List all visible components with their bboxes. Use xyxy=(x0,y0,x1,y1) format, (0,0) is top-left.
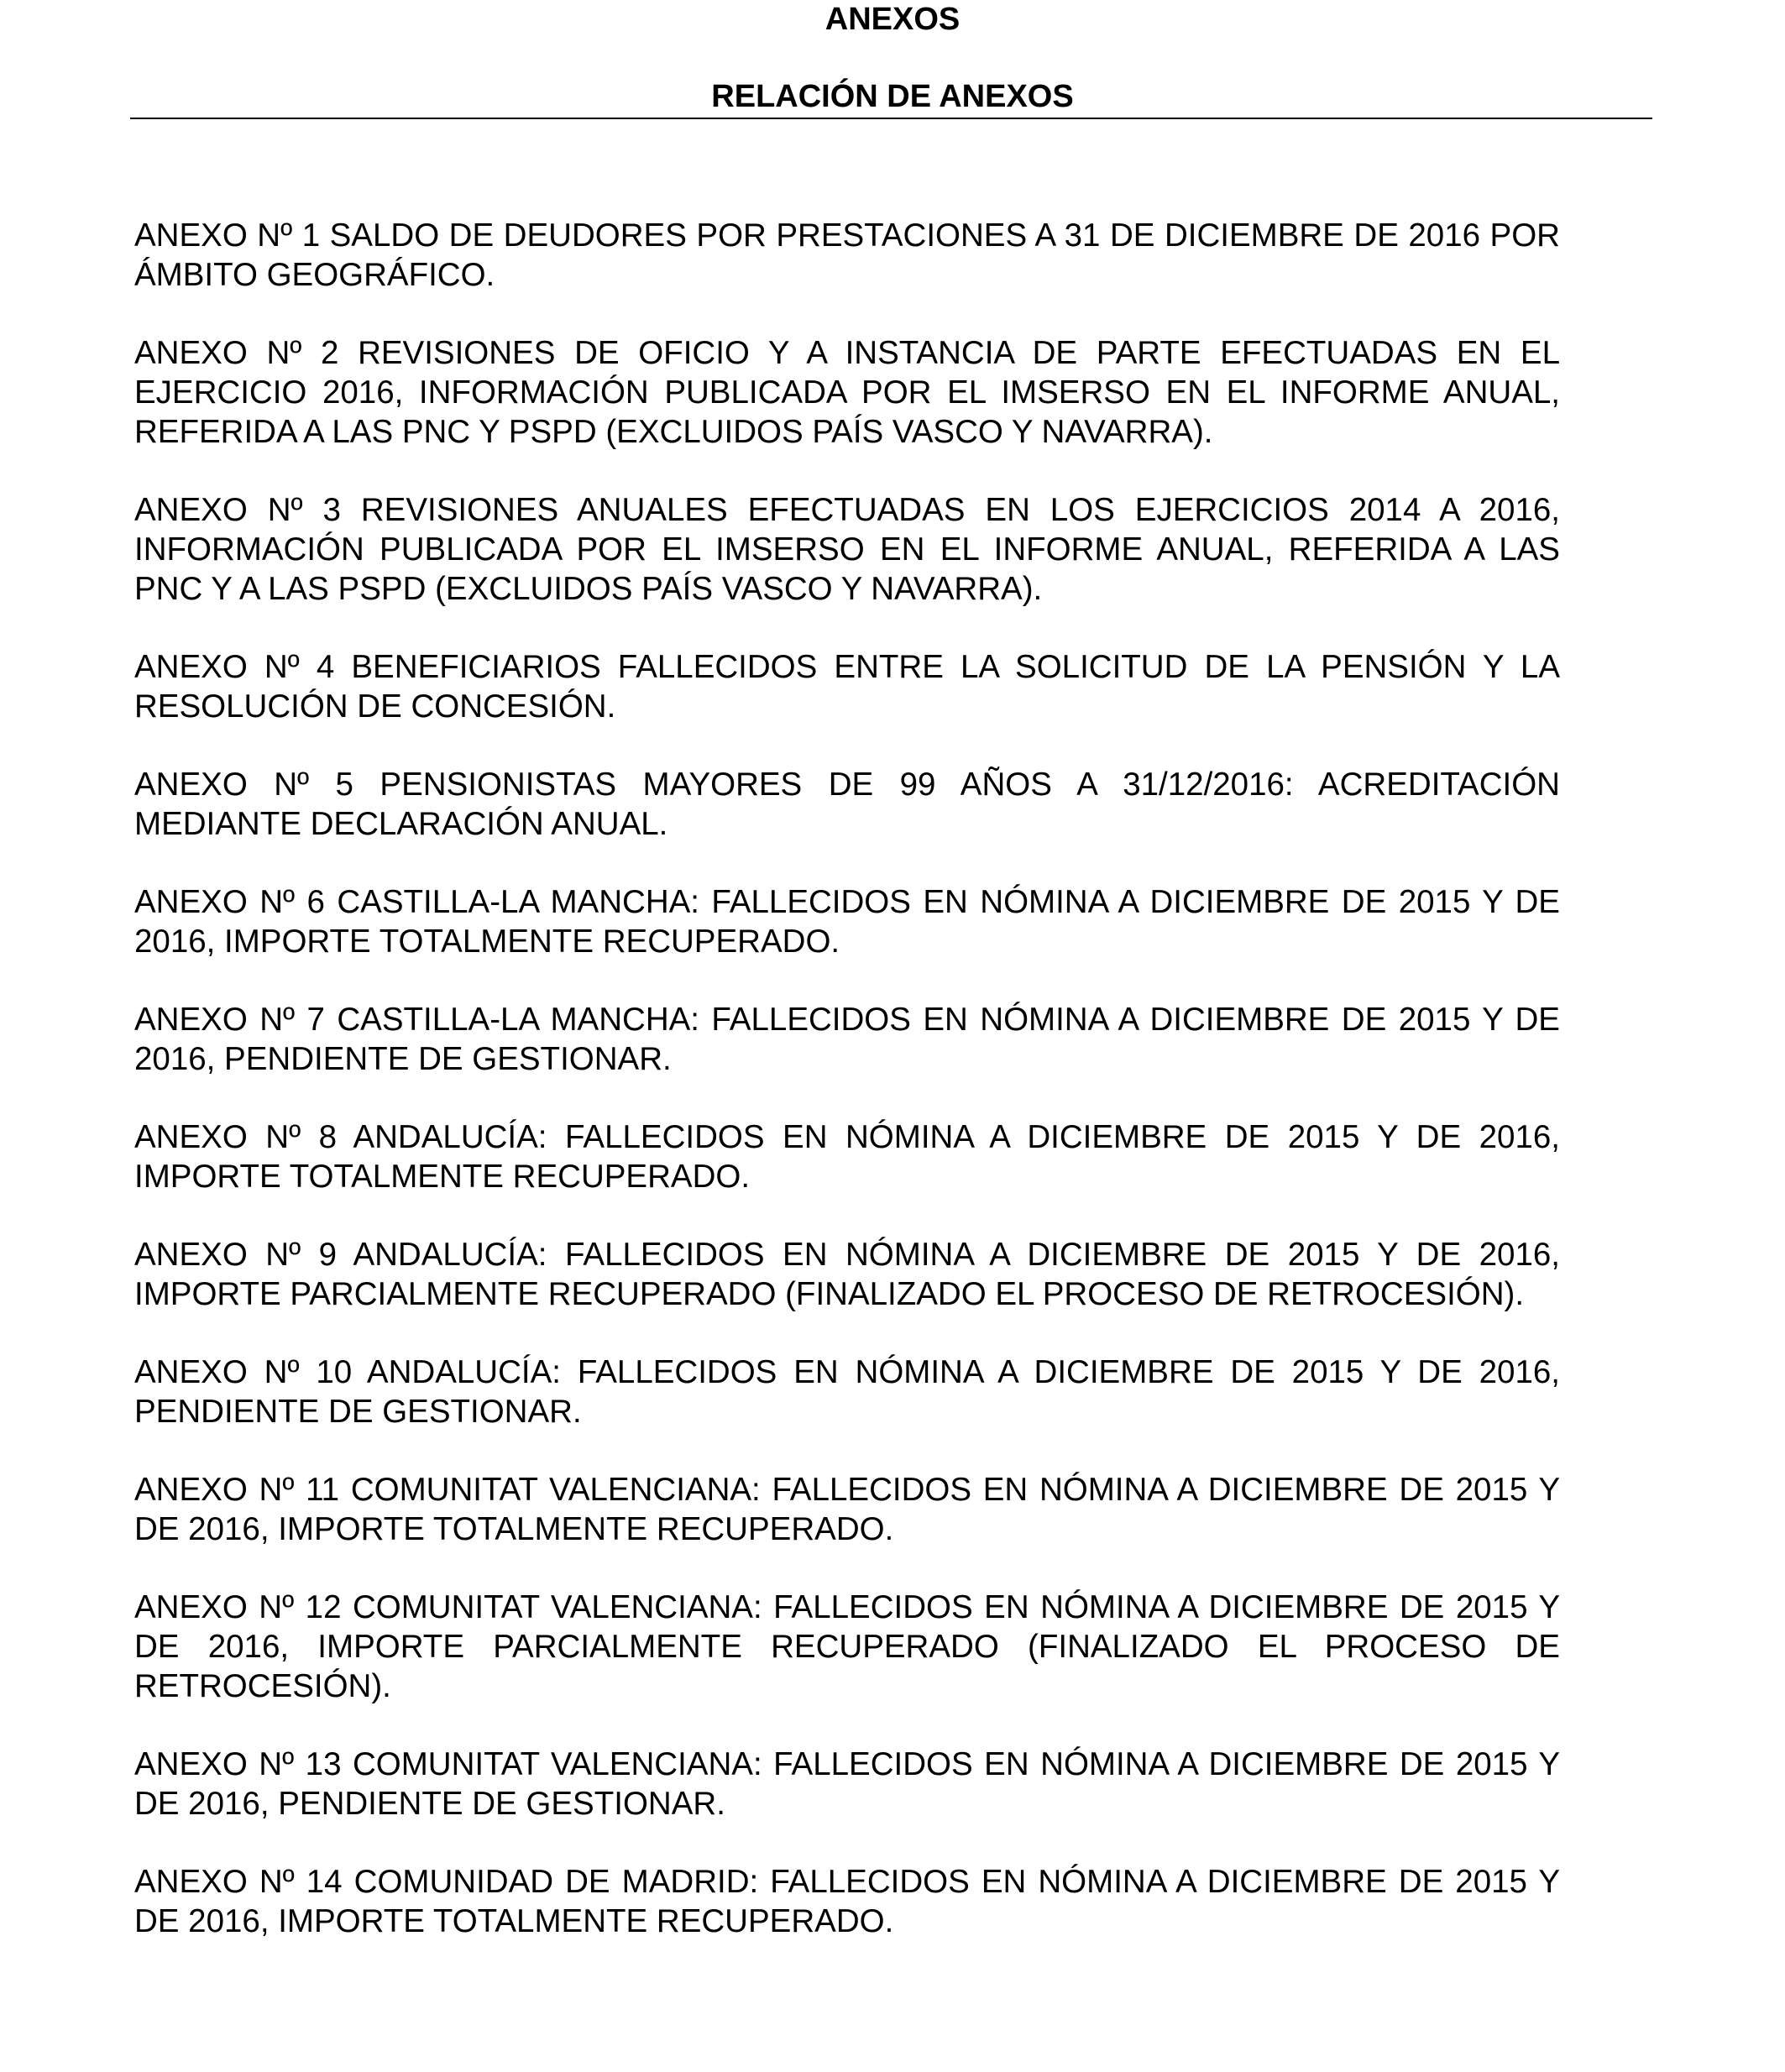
annex-item-13: ANEXO Nº 13 COMUNITAT VALENCIANA: FALLECIDOS EN NÓMINA A DICIEMBRE DE 2015 Y DE 2016, PENDIENTE DE GESTIONAR. xyxy=(134,1746,1560,1822)
annex-item-6: ANEXO Nº 6 CASTILLA-LA MANCHA: FALLECIDOS EN NÓMINA A DICIEMBRE DE 2015 Y DE 2016, IMPORTE TOTALMENTE RECUPERADO. xyxy=(134,884,1560,960)
page-title: ANEXOS xyxy=(824,2,961,37)
section-title: RELACIÓN DE ANEXOS xyxy=(711,79,1074,114)
annex-item-7: ANEXO Nº 7 CASTILLA-LA MANCHA: FALLECIDOS EN NÓMINA A DICIEMBRE DE 2015 Y DE 2016, PENDIENTE DE GESTIONAR. xyxy=(134,1002,1560,1077)
annex-item-3: ANEXO Nº 3 REVISIONES ANUALES EFECTUADAS EN LOS EJERCICIOS 2014 A 2016, INFORMACIÓN PUBLICADA POR EL IMSERSO EN EL INFORME ANUAL, REFERIDA A LAS PNC Y A LAS PSPD (EXCLUIDOS PAÍS VASCO Y NAVARRA). xyxy=(134,492,1560,607)
annex-item-11: ANEXO Nº 11 COMUNITAT VALENCIANA: FALLECIDOS EN NÓMINA A DICIEMBRE DE 2015 Y DE 2016, IMPORTE TOTALMENTE RECUPERADO. xyxy=(134,1472,1560,1547)
annex-item-10: ANEXO Nº 10 ANDALUCÍA: FALLECIDOS EN NÓMINA A DICIEMBRE DE 2015 Y DE 2016, PENDIENTE DE GESTIONAR. xyxy=(134,1354,1560,1430)
annex-item-1: ANEXO Nº 1 SALDO DE DEUDORES POR PRESTACIONES A 31 DE DICIEMBRE DE 2016 POR ÁMBITO GEOGRÁFICO. xyxy=(134,217,1560,293)
annex-item-14: ANEXO Nº 14 COMUNIDAD DE MADRID: FALLECIDOS EN NÓMINA A DICIEMBRE DE 2015 Y DE 2016, IMPORTE TOTALMENTE RECUPERADO. xyxy=(134,1864,1560,1939)
annex-item-12: ANEXO Nº 12 COMUNITAT VALENCIANA: FALLECIDOS EN NÓMINA A DICIEMBRE DE 2015 Y DE 2016, IMPORTE PARCIALMENTE RECUPERADO (FINALIZADO EL PROCESO DE RETROCESIÓN). xyxy=(134,1589,1560,1704)
annex-item-4: ANEXO Nº 4 BENEFICIARIOS FALLECIDOS ENTRE LA SOLICITUD DE LA PENSIÓN Y LA RESOLUCIÓN DE CONCESIÓN. xyxy=(134,649,1560,725)
annex-list xyxy=(134,216,1560,1980)
header-divider xyxy=(130,118,1652,119)
annex-item-5: ANEXO Nº 5 PENSIONISTAS MAYORES DE 99 AÑOS A 31/12/2016: ACREDITACIÓN MEDIANTE DECLARACIÓN ANUAL. xyxy=(134,767,1560,842)
annex-item-8: ANEXO Nº 8 ANDALUCÍA: FALLECIDOS EN NÓMINA A DICIEMBRE DE 2015 Y DE 2016, IMPORTE TOTALMENTE RECUPERADO. xyxy=(134,1119,1560,1195)
annex-item-9: ANEXO Nº 9 ANDALUCÍA: FALLECIDOS EN NÓMINA A DICIEMBRE DE 2015 Y DE 2016, IMPORTE PARCIALMENTE RECUPERADO (FINALIZADO EL PROCESO DE RETROCESIÓN). xyxy=(134,1237,1560,1312)
annex-item-2: ANEXO Nº 2 REVISIONES DE OFICIO Y A INSTANCIA DE PARTE EFECTUADAS EN EL EJERCICIO 2016, INFORMACIÓN PUBLICADA POR EL IMSERSO EN EL INFORME ANUAL, REFERIDA A LAS PNC Y PSPD (EXCLUIDOS PAÍS VASCO Y NAVARRA). xyxy=(134,335,1560,450)
